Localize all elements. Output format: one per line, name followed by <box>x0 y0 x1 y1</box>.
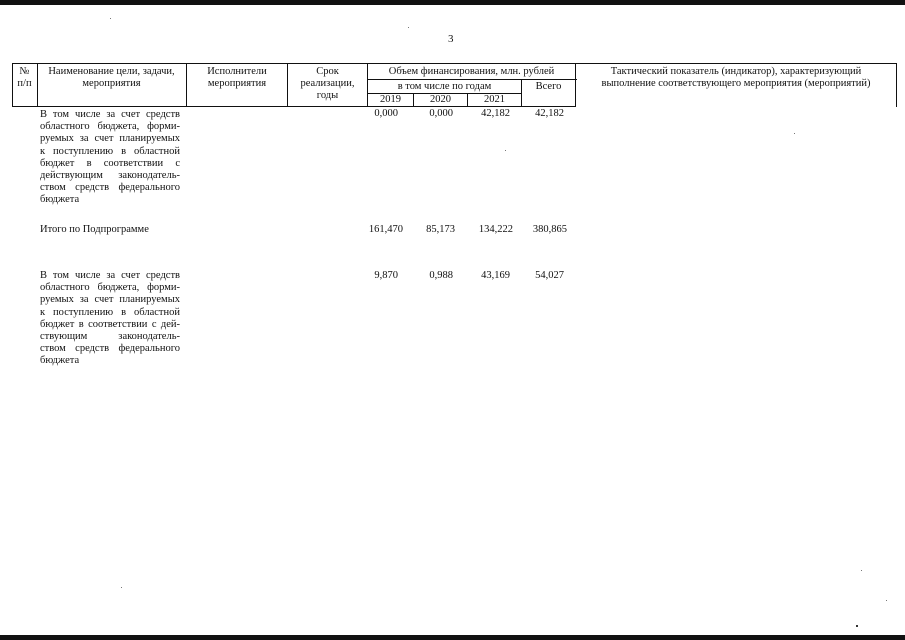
row-1-total: 42,182 <box>535 108 564 119</box>
header-year-2020: 2020 <box>430 94 451 105</box>
header-executors: Исполнители мероприятия <box>207 66 267 89</box>
header-total: Всего <box>535 81 562 92</box>
header-year-2021: 2021 <box>484 94 505 105</box>
header-number: № п/п <box>17 66 32 89</box>
row-2-value-2021: 134,222 <box>478 224 513 235</box>
header-indicator: Тактический показатель (индикатор), характеризующий выполнение соответствующего мероприятия (мероприятий) <box>601 66 871 89</box>
header-funding-title: Объем финансирования, млн. рублей <box>388 66 555 77</box>
row-1-value-2021: 42,182 <box>481 108 510 119</box>
header-term: Срок реализации, годы <box>300 66 355 101</box>
row-1-description: В том числе за счет средств областного бюджета, форми- руемых за счет планируемых к поступлению в областной бюджет в соответствии с действующим законодатель- ством средств федерального бюджета <box>40 109 180 206</box>
row-3-value-2019: 9,870 <box>374 270 398 281</box>
header-year-2019: 2019 <box>380 94 401 105</box>
row-3-value-2020: 0,988 <box>429 270 453 281</box>
row-2-value-2020: 85,173 <box>426 224 455 235</box>
row-1-value-2019: 0,000 <box>374 108 398 119</box>
row-2-description: Итого по Подпрограмме <box>40 224 149 235</box>
row-2-total: 380,865 <box>532 224 567 235</box>
row-3-total: 54,027 <box>535 270 564 281</box>
scan-border-top <box>0 0 905 5</box>
header-name: Наименование цели, задачи, мероприятия <box>48 66 175 89</box>
page-number: 3 <box>448 33 454 45</box>
row-2-value-2019: 161,470 <box>368 224 403 235</box>
row-3-value-2021: 43,169 <box>481 270 510 281</box>
row-3-description: В том числе за счет средств областного бюджета, форми- руемых за счет планируемых к поступлению в областной бюджет в соответствии с дей- ствующим законодатель- ством средств федерального бюджета <box>40 270 180 367</box>
row-1-value-2020: 0,000 <box>429 108 453 119</box>
header-by-years: в том числе по годам <box>397 81 492 92</box>
scan-border-bottom <box>0 635 905 640</box>
